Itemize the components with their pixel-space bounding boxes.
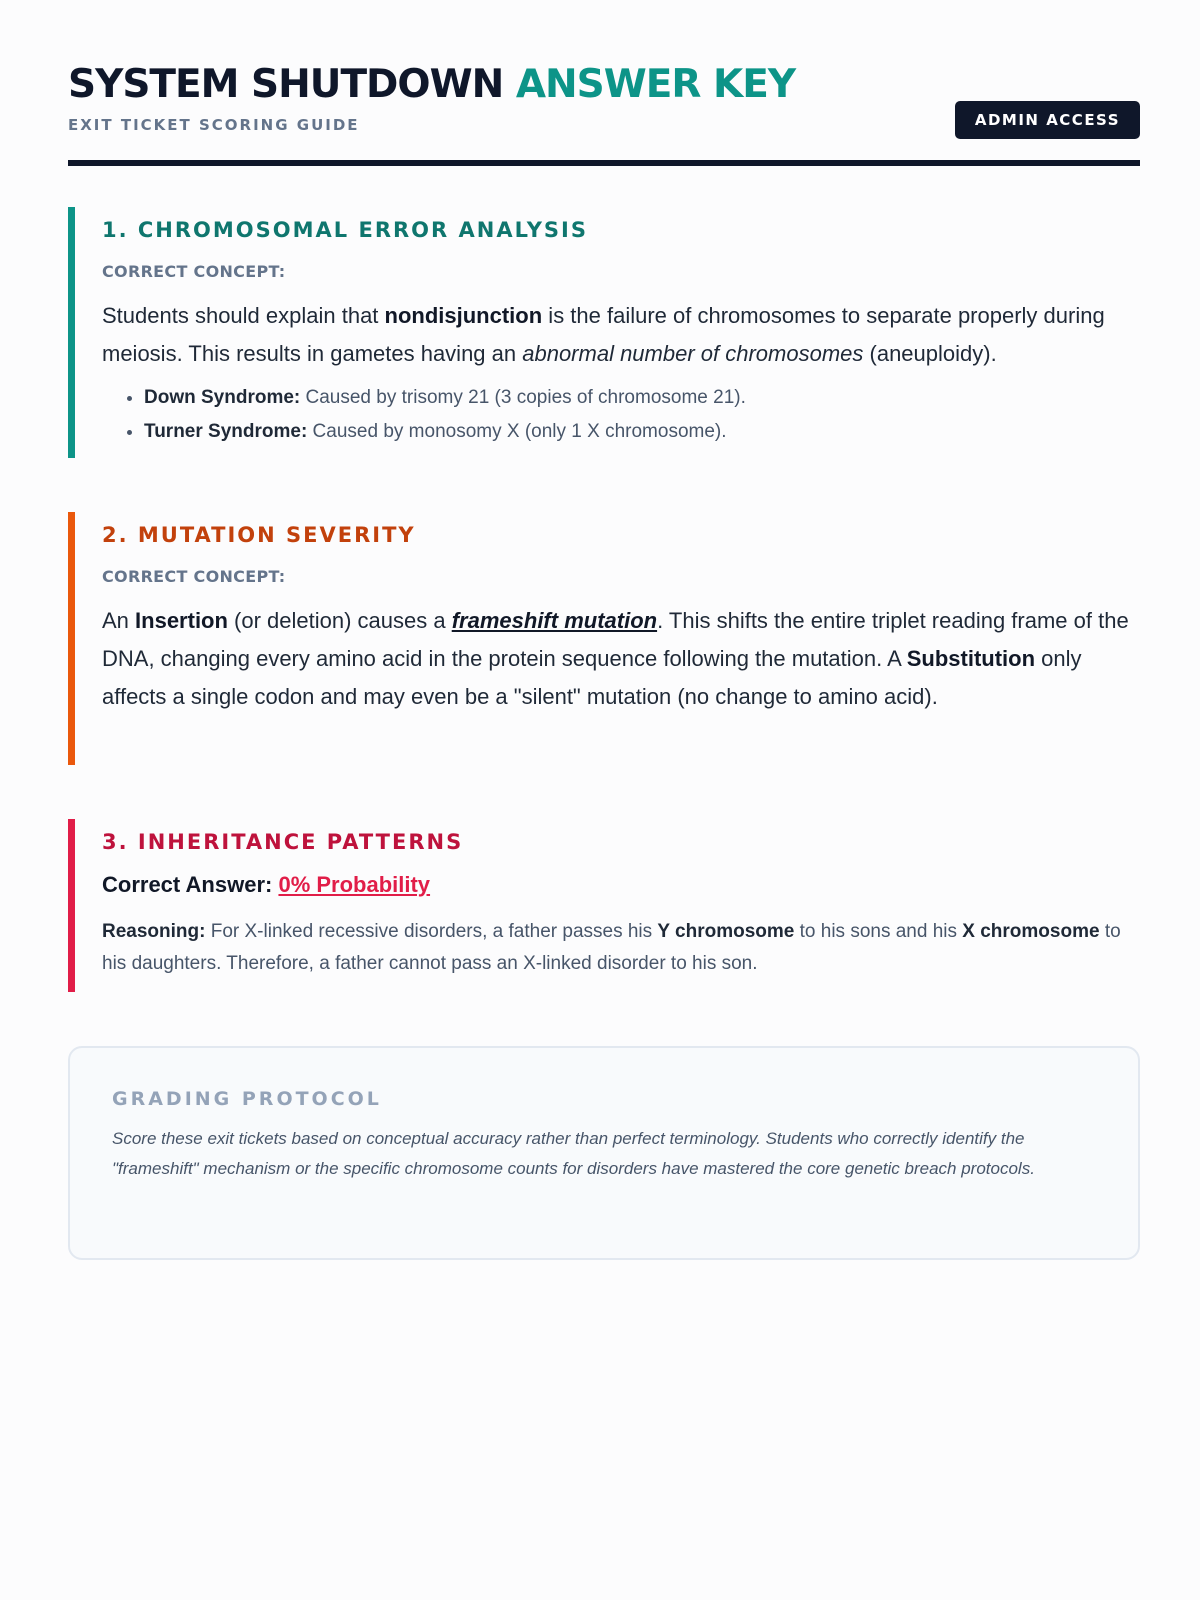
reasoning-text bbox=[102, 916, 1140, 980]
bold-term: nondisjunction bbox=[384, 303, 543, 328]
emphasized-term: frameshift mutation bbox=[451, 608, 658, 633]
section-title: 1. CHROMOSOMAL ERROR ANALYSIS bbox=[102, 218, 588, 242]
text-segment: An bbox=[102, 608, 136, 633]
list-item-text: Caused by trisomy 21 (3 copies of chromosome 21). bbox=[300, 387, 746, 408]
answer-value: 0% Probability bbox=[278, 872, 431, 897]
text-segment: to his daughters. Therefore, a father cannot pass an X-linked disorder to his son. bbox=[102, 921, 1121, 974]
reasoning-label: Reasoning: bbox=[102, 921, 206, 942]
section-inheritance-patterns bbox=[68, 819, 1140, 992]
title-accent: ANSWER KEY bbox=[515, 62, 796, 107]
header-divider bbox=[68, 160, 1140, 166]
text-segment: to his sons and his bbox=[794, 921, 963, 942]
list-item bbox=[144, 381, 1140, 415]
section-chromosomal-error bbox=[68, 207, 1140, 458]
text-segment: only affects a single codon and may even be a "silent" mutation (no change to amino acid). bbox=[102, 646, 1082, 709]
bold-term: Insertion bbox=[135, 608, 228, 633]
section-mutation-severity bbox=[68, 512, 1140, 765]
list-item-label: Turner Syndrome: bbox=[144, 421, 308, 442]
section-body bbox=[102, 297, 1140, 373]
concept-label: CORRECT CONCEPT: bbox=[102, 567, 286, 586]
bold-term: Y chromosome bbox=[657, 921, 795, 942]
section-body bbox=[102, 602, 1140, 716]
section-title: 3. INHERITANCE PATTERNS bbox=[102, 830, 464, 854]
concept-label: CORRECT CONCEPT: bbox=[102, 262, 286, 281]
list-item-text: Caused by monosomy X (only 1 X chromosome). bbox=[307, 421, 727, 442]
list-item-label: Down Syndrome: bbox=[144, 387, 301, 408]
section-title: 2. MUTATION SEVERITY bbox=[102, 523, 416, 547]
text-segment: (aneuploidy). bbox=[863, 341, 997, 366]
text-segment: (or deletion) causes a bbox=[227, 608, 452, 633]
text-segment: Students should explain that bbox=[102, 303, 385, 328]
grading-protocol-box bbox=[68, 1046, 1140, 1260]
answer-key-page bbox=[68, 0, 1140, 1178]
disorder-list bbox=[102, 381, 1140, 449]
grading-text: Score these exit tickets based on conceptual accuracy rather than perfect terminology. Students who correctly identify the "frameshift" mechanism or the specific chromosome counts for disorders have mastered the core genetic breach protocols. bbox=[112, 1129, 1035, 1178]
page-subtitle: EXIT TICKET SCORING GUIDE bbox=[68, 116, 360, 134]
admin-access-badge: ADMIN ACCESS bbox=[955, 101, 1140, 139]
text-segment: For X-linked recessive disorders, a father passes his bbox=[205, 921, 658, 942]
list-item bbox=[144, 415, 1140, 449]
page-title bbox=[68, 62, 795, 107]
header bbox=[68, 0, 1140, 166]
answer-label: Correct Answer: bbox=[102, 872, 279, 897]
bold-term: X chromosome bbox=[962, 921, 1100, 942]
italic-term: abnormal number of chromosomes bbox=[522, 341, 864, 366]
bold-term: Substitution bbox=[906, 646, 1036, 671]
grading-title: GRADING PROTOCOL bbox=[112, 1088, 382, 1110]
correct-answer bbox=[102, 872, 1140, 898]
title-main: SYSTEM SHUTDOWN bbox=[68, 62, 504, 107]
text-segment: is the failure of chromosomes to separate properly during meiosis. This results in gametes having an bbox=[102, 303, 1105, 366]
text-segment: . This shifts the entire triplet reading frame of the DNA, changing every amino acid in the protein sequence following the mutation. A bbox=[102, 608, 1129, 671]
